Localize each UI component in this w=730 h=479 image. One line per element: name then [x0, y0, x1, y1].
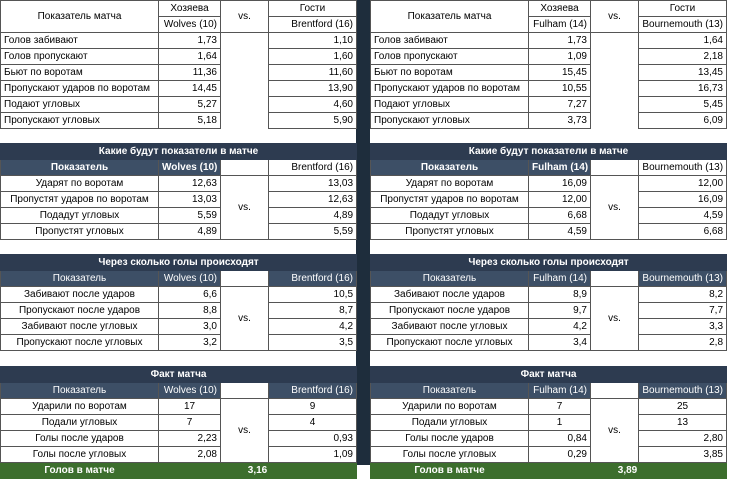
metric-header: Показатель матча [1, 1, 159, 33]
home-value: 15,45 [529, 65, 591, 81]
match-panel-left [0, 0, 356, 476]
metric-header: Показатель [371, 271, 529, 287]
home-team-name: Wolves (10) [159, 271, 221, 287]
home-value: 6,68 [529, 208, 591, 224]
metric-header: Показатель [371, 383, 529, 399]
row-label: Пропустят ударов по воротам [371, 192, 529, 208]
away-value: 13,03 [269, 176, 357, 192]
home-value: 11,36 [159, 65, 221, 81]
home-header: Хозяева [159, 1, 221, 17]
away-value: 2,18 [639, 49, 727, 65]
home-value: 1,73 [159, 33, 221, 49]
home-header: Хозяева [529, 1, 591, 17]
row-label: Ударили по воротам [371, 399, 529, 415]
row-label: Голы после угловых [1, 447, 159, 463]
away-value: 2,8 [639, 335, 727, 351]
row-label: Пропускают после угловых [371, 335, 529, 351]
away-value: 1,10 [269, 33, 357, 49]
vs-label: vs. [221, 399, 269, 463]
away-value: 3,3 [639, 319, 727, 335]
away-value: 3,5 [269, 335, 357, 351]
goal-frequency-table [370, 254, 727, 351]
row-label: Голы после угловых [371, 447, 529, 463]
home-value: 1,64 [159, 49, 221, 65]
vs-label: vs. [221, 1, 269, 33]
row-label: Пропустят ударов по воротам [1, 192, 159, 208]
home-value: 14,45 [159, 81, 221, 97]
row-label: Ударят по воротам [1, 176, 159, 192]
away-value: 6,68 [639, 224, 727, 240]
away-header: Гости [269, 1, 357, 17]
home-value: 12,63 [159, 176, 221, 192]
away-value: 5,45 [639, 97, 727, 113]
home-value: 3,0 [159, 319, 221, 335]
away-team-name: Brentford (16) [269, 383, 357, 399]
away-team-name: Bournemouth (13) [639, 383, 727, 399]
row-label: Пропускают ударов по воротам [371, 81, 529, 97]
total-value: 3,89 [529, 463, 727, 479]
away-value: 10,5 [269, 287, 357, 303]
away-value: 7,7 [639, 303, 727, 319]
home-value: 6,6 [159, 287, 221, 303]
away-value: 16,09 [639, 192, 727, 208]
home-value: 7,27 [529, 97, 591, 113]
home-value: 5,27 [159, 97, 221, 113]
home-value: 16,09 [529, 176, 591, 192]
away-value: 6,09 [639, 113, 727, 129]
row-label: Голы после ударов [1, 431, 159, 447]
home-value: 4,89 [159, 224, 221, 240]
away-value: 9 [269, 399, 357, 415]
section-title: Через сколько голы происходят [1, 255, 357, 271]
away-team-name: Bournemouth (13) [639, 17, 727, 33]
match-fact-table [370, 366, 727, 479]
row-label: Подадут угловых [1, 208, 159, 224]
row-label: Подают угловых [1, 97, 159, 113]
match-stats-table [0, 0, 357, 129]
away-value: 8,2 [639, 287, 727, 303]
away-team-name: Brentford (16) [269, 271, 357, 287]
total-label: Голов в матче [1, 463, 159, 479]
away-value: 4,60 [269, 97, 357, 113]
away-value: 0,93 [269, 431, 357, 447]
away-team-name: Bournemouth (13) [639, 160, 727, 176]
away-value: 1,09 [269, 447, 357, 463]
home-value: 3,73 [529, 113, 591, 129]
away-value: 13 [639, 415, 727, 431]
home-value: 8,8 [159, 303, 221, 319]
match-fact-table [0, 366, 357, 479]
home-value: 2,08 [159, 447, 221, 463]
row-label: Ударят по воротам [371, 176, 529, 192]
row-label: Пропускают угловых [1, 113, 159, 129]
row-label: Голов пропускают [1, 49, 159, 65]
section-title: Факт матча [1, 367, 357, 383]
row-label: Забивают после угловых [1, 319, 159, 335]
row-label: Бьют по воротам [1, 65, 159, 81]
home-team-name: Fulham (14) [529, 271, 591, 287]
row-label: Пропускают после ударов [1, 303, 159, 319]
vs-label: vs. [591, 287, 639, 351]
home-value: 2,23 [159, 431, 221, 447]
away-value: 11,60 [269, 65, 357, 81]
home-team-name: Fulham (14) [529, 17, 591, 33]
home-value: 3,2 [159, 335, 221, 351]
total-value: 3,16 [159, 463, 357, 479]
row-label: Подают угловых [371, 97, 529, 113]
predicted-stats-table [370, 143, 727, 240]
home-value: 7 [159, 415, 221, 431]
section-title: Факт матча [371, 367, 727, 383]
home-value: 9,7 [529, 303, 591, 319]
vs-label: vs. [221, 176, 269, 240]
home-value: 1 [529, 415, 591, 431]
home-value: 5,59 [159, 208, 221, 224]
away-value: 25 [639, 399, 727, 415]
away-value: 4 [269, 415, 357, 431]
away-team-name: Brentford (16) [269, 160, 357, 176]
vs-label: vs. [591, 399, 639, 463]
home-value: 5,18 [159, 113, 221, 129]
row-label: Пропустят угловых [1, 224, 159, 240]
row-label: Пропускают угловых [371, 113, 529, 129]
row-label: Голов забивают [371, 33, 529, 49]
away-value: 1,64 [639, 33, 727, 49]
row-label: Голов забивают [1, 33, 159, 49]
metric-header: Показатель [371, 160, 529, 176]
home-value: 8,9 [529, 287, 591, 303]
row-label: Пропускают после ударов [371, 303, 529, 319]
home-team-name: Wolves (10) [159, 17, 221, 33]
home-value: 12,00 [529, 192, 591, 208]
row-label: Подали угловых [1, 415, 159, 431]
away-team-name: Bournemouth (13) [639, 271, 727, 287]
total-label: Голов в матче [371, 463, 529, 479]
away-value: 13,45 [639, 65, 727, 81]
home-team-name: Wolves (10) [159, 383, 221, 399]
away-value: 16,73 [639, 81, 727, 97]
away-value: 2,80 [639, 431, 727, 447]
match-stats-table [370, 0, 727, 129]
home-value: 13,03 [159, 192, 221, 208]
home-value: 10,55 [529, 81, 591, 97]
home-team-name: Wolves (10) [159, 160, 221, 176]
home-value: 4,2 [529, 319, 591, 335]
row-label: Голы после ударов [371, 431, 529, 447]
row-label: Забивают после ударов [1, 287, 159, 303]
vs-label: vs. [221, 287, 269, 351]
home-value: 4,59 [529, 224, 591, 240]
home-value: 1,73 [529, 33, 591, 49]
home-value: 3,4 [529, 335, 591, 351]
metric-header: Показатель [1, 383, 159, 399]
away-value: 1,60 [269, 49, 357, 65]
away-header: Гости [639, 1, 727, 17]
away-value: 5,90 [269, 113, 357, 129]
home-team-name: Fulham (14) [529, 160, 591, 176]
vs-label: vs. [591, 176, 639, 240]
vs-label: vs. [591, 1, 639, 33]
row-label: Ударили по воротам [1, 399, 159, 415]
home-value: 0,84 [529, 431, 591, 447]
section-title: Какие будут показатели в матче [1, 144, 357, 160]
away-value: 4,59 [639, 208, 727, 224]
row-label: Бьют по воротам [371, 65, 529, 81]
away-value: 8,7 [269, 303, 357, 319]
row-label: Подадут угловых [371, 208, 529, 224]
metric-header: Показатель [1, 160, 159, 176]
away-value: 12,63 [269, 192, 357, 208]
home-value: 1,09 [529, 49, 591, 65]
away-team-name: Brentford (16) [269, 17, 357, 33]
row-label: Пропустят угловых [371, 224, 529, 240]
row-label: Голов пропускают [371, 49, 529, 65]
row-label: Забивают после угловых [371, 319, 529, 335]
away-value: 4,2 [269, 319, 357, 335]
section-title: Какие будут показатели в матче [371, 144, 727, 160]
away-value: 3,85 [639, 447, 727, 463]
home-value: 17 [159, 399, 221, 415]
row-label: Пропускают ударов по воротам [1, 81, 159, 97]
away-value: 12,00 [639, 176, 727, 192]
row-label: Подали угловых [371, 415, 529, 431]
home-value: 0,29 [529, 447, 591, 463]
away-value: 5,59 [269, 224, 357, 240]
metric-header: Показатель матча [371, 1, 529, 33]
row-label: Забивают после ударов [371, 287, 529, 303]
home-value: 7 [529, 399, 591, 415]
predicted-stats-table [0, 143, 357, 240]
section-title: Через сколько голы происходят [371, 255, 727, 271]
match-panel-right [370, 0, 726, 476]
sheet-divider [356, 0, 370, 465]
away-value: 13,90 [269, 81, 357, 97]
metric-header: Показатель [1, 271, 159, 287]
away-value: 4,89 [269, 208, 357, 224]
home-team-name: Fulham (14) [529, 383, 591, 399]
goal-frequency-table [0, 254, 357, 351]
row-label: Пропускают после угловых [1, 335, 159, 351]
